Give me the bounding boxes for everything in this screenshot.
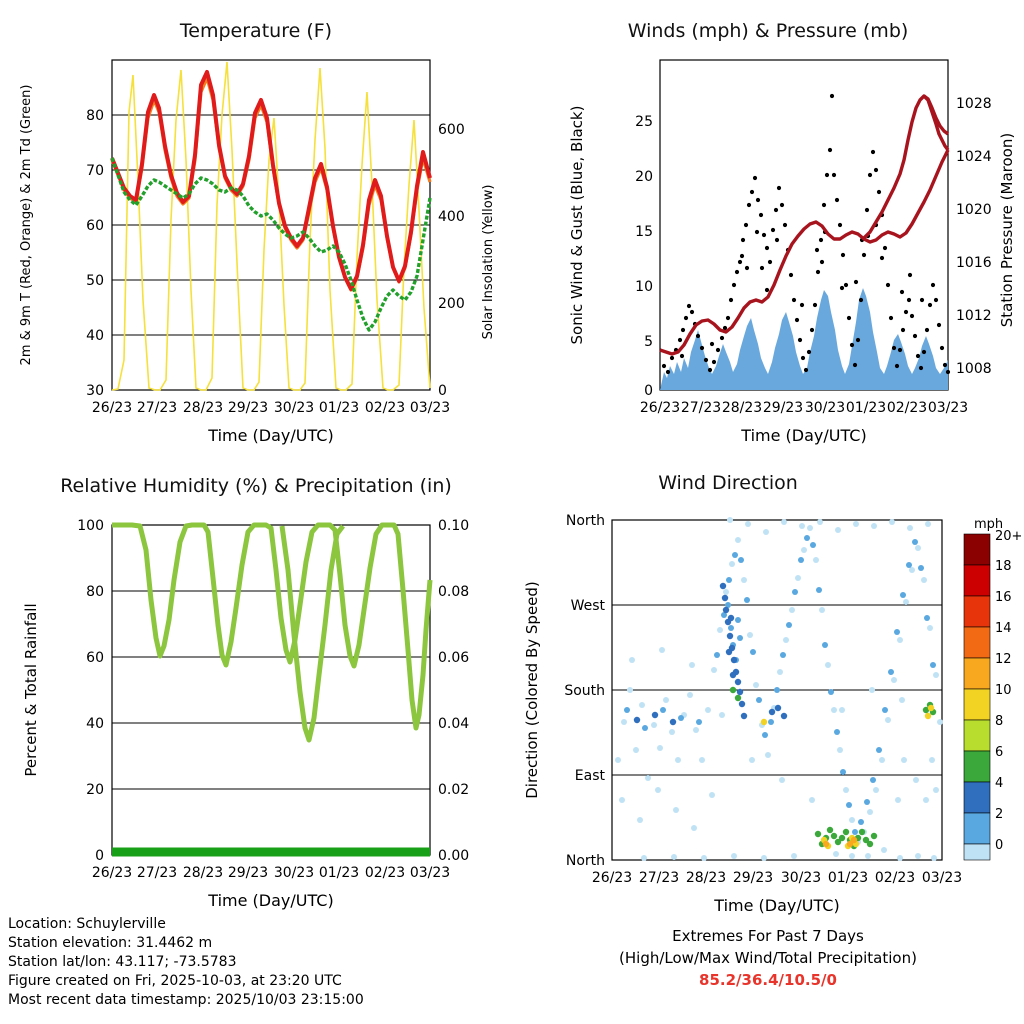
extremes-title: Extremes For Past 7 Days xyxy=(672,927,864,945)
svg-text:25: 25 xyxy=(635,114,653,130)
elevation-line: Station elevation: 31.4462 m xyxy=(8,935,213,951)
svg-text:29/23: 29/23 xyxy=(227,400,269,416)
svg-text:West: West xyxy=(570,598,605,614)
svg-text:0.04: 0.04 xyxy=(438,716,470,732)
humidity-title: Relative Humidity (%) & Precipitation (in) xyxy=(60,475,452,497)
svg-text:03/23: 03/23 xyxy=(921,870,963,886)
colorbar-label-9: 2 xyxy=(995,807,1004,822)
svg-text:02/23: 02/23 xyxy=(874,870,916,886)
extremes-value: 85.2/36.4/10.5/0 xyxy=(699,971,837,989)
svg-text:1016: 1016 xyxy=(956,255,992,271)
svg-text:North: North xyxy=(565,513,605,529)
svg-text:26/23: 26/23 xyxy=(91,400,133,416)
colorbar-label-8: 4 xyxy=(995,776,1004,791)
colorbar-label-1: 18 xyxy=(995,559,1012,574)
svg-text:60: 60 xyxy=(86,650,104,666)
location-line: Location: Schuylerville xyxy=(8,916,166,932)
svg-text:02/23: 02/23 xyxy=(886,400,928,416)
svg-text:01/23: 01/23 xyxy=(845,400,887,416)
svg-text:28/23: 28/23 xyxy=(721,400,763,416)
svg-text:40: 40 xyxy=(86,716,104,732)
svg-text:100: 100 xyxy=(77,518,104,534)
svg-text:0.06: 0.06 xyxy=(438,650,470,666)
svg-text:0: 0 xyxy=(644,383,653,399)
panel-winds-pressure xyxy=(512,0,1024,460)
wind-direction-ylabel: Direction (Colored By Speed) xyxy=(523,581,541,799)
svg-text:01/23: 01/23 xyxy=(318,865,360,881)
svg-text:27/23: 27/23 xyxy=(680,400,722,416)
recent-timestamp-line: Most recent data timestamp: 2025/10/03 23:15:00 xyxy=(8,992,364,1008)
svg-text:03/23: 03/23 xyxy=(409,400,451,416)
svg-text:02/23: 02/23 xyxy=(364,865,406,881)
svg-text:10: 10 xyxy=(635,279,653,295)
svg-text:East: East xyxy=(574,768,605,784)
extremes-subtitle: (High/Low/Max Wind/Total Precipitation) xyxy=(619,949,917,967)
svg-text:26/23: 26/23 xyxy=(639,400,681,416)
svg-text:0: 0 xyxy=(95,848,104,864)
svg-text:30/23: 30/23 xyxy=(780,870,822,886)
winds-title: Winds (mph) & Pressure (mb) xyxy=(627,20,909,42)
svg-text:20: 20 xyxy=(86,782,104,798)
svg-text:27/23: 27/23 xyxy=(136,400,178,416)
colorbar-label-6: 8 xyxy=(995,714,1004,729)
svg-text:29/23: 29/23 xyxy=(762,400,804,416)
svg-text:01/23: 01/23 xyxy=(827,870,869,886)
svg-text:27/23: 27/23 xyxy=(638,870,680,886)
svg-text:1012: 1012 xyxy=(956,308,992,324)
svg-text:70: 70 xyxy=(86,163,104,179)
svg-text:0.00: 0.00 xyxy=(438,848,470,864)
svg-text:28/23: 28/23 xyxy=(182,400,224,416)
temperature-ylabel: 2m & 9m T (Red, Orange) & 2m Td (Green) xyxy=(19,84,34,366)
station-metadata xyxy=(8,915,364,1010)
svg-text:5: 5 xyxy=(644,334,653,350)
svg-text:600: 600 xyxy=(438,122,465,138)
latlon-line: Station lat/lon: 43.117; -73.5783 xyxy=(8,954,237,970)
temperature-title: Temperature (F) xyxy=(179,20,333,42)
svg-text:26/23: 26/23 xyxy=(591,870,633,886)
svg-text:60: 60 xyxy=(86,218,104,234)
figure-created-line: Figure created on Fri, 2025-10-03, at 23:20 UTC xyxy=(8,973,342,989)
colorbar-label-5: 10 xyxy=(995,683,1012,698)
colorbar-label-10: 0 xyxy=(995,838,1004,853)
svg-text:South: South xyxy=(564,683,605,699)
colorbar-label-2: 16 xyxy=(995,590,1012,605)
svg-text:27/23: 27/23 xyxy=(136,865,178,881)
temperature-y2label: Solar Insolation (Yellow) xyxy=(481,184,496,340)
colorbar-label-4: 12 xyxy=(995,652,1012,667)
svg-text:29/23: 29/23 xyxy=(227,865,269,881)
svg-text:02/23: 02/23 xyxy=(364,400,406,416)
panel-humidity-precip xyxy=(0,460,512,920)
extremes-block xyxy=(512,925,1024,991)
svg-text:26/23: 26/23 xyxy=(91,865,133,881)
humidity-xlabel: Time (Day/UTC) xyxy=(208,891,334,910)
svg-text:1020: 1020 xyxy=(956,202,992,218)
colorbar-label-7: 6 xyxy=(995,745,1004,760)
humidity-svg xyxy=(0,460,512,920)
svg-text:28/23: 28/23 xyxy=(685,870,727,886)
winds-svg xyxy=(512,0,1024,460)
humidity-ylabel: Percent & Total Rainfall xyxy=(22,603,40,777)
colorbar-label-0: 20+ xyxy=(995,529,1023,544)
svg-text:30/23: 30/23 xyxy=(273,400,315,416)
svg-text:North: North xyxy=(565,853,605,869)
wind-direction-xlabel: Time (Day/UTC) xyxy=(714,896,840,915)
svg-text:30/23: 30/23 xyxy=(273,865,315,881)
temperature-svg xyxy=(0,0,512,460)
svg-text:1028: 1028 xyxy=(956,96,992,112)
svg-text:30/23: 30/23 xyxy=(804,400,846,416)
svg-text:03/23: 03/23 xyxy=(927,400,969,416)
panel-wind-direction xyxy=(512,460,1024,920)
svg-text:80: 80 xyxy=(86,108,104,124)
svg-text:50: 50 xyxy=(86,273,104,289)
svg-text:1024: 1024 xyxy=(956,149,992,165)
svg-text:0.10: 0.10 xyxy=(438,518,470,534)
wind-speed-colorbar xyxy=(964,517,1022,860)
svg-text:30: 30 xyxy=(86,383,104,399)
svg-text:01/23: 01/23 xyxy=(318,400,360,416)
svg-text:0.08: 0.08 xyxy=(438,584,470,600)
wind-direction-title: Wind Direction xyxy=(658,472,798,494)
panel-temperature xyxy=(0,0,512,460)
colorbar-label-3: 14 xyxy=(995,621,1012,636)
winds-xlabel: Time (Day/UTC) xyxy=(741,426,867,445)
svg-text:20: 20 xyxy=(635,169,653,185)
colorbar-title: mph xyxy=(974,517,1004,532)
svg-text:40: 40 xyxy=(86,328,104,344)
svg-text:0.02: 0.02 xyxy=(438,782,470,798)
svg-text:29/23: 29/23 xyxy=(732,870,774,886)
svg-text:200: 200 xyxy=(438,296,465,312)
svg-text:0: 0 xyxy=(438,383,447,399)
svg-text:80: 80 xyxy=(86,584,104,600)
temperature-xlabel: Time (Day/UTC) xyxy=(208,426,334,445)
wind-direction-svg xyxy=(512,460,1024,920)
winds-y2label: Station Pressure (Maroon) xyxy=(998,132,1016,328)
winds-ylabel: Sonic Wind & Gust (Blue, Black) xyxy=(568,105,586,345)
svg-text:28/23: 28/23 xyxy=(182,865,224,881)
svg-text:03/23: 03/23 xyxy=(409,865,451,881)
svg-text:1008: 1008 xyxy=(956,361,992,377)
svg-text:400: 400 xyxy=(438,209,465,225)
svg-text:15: 15 xyxy=(635,224,653,240)
